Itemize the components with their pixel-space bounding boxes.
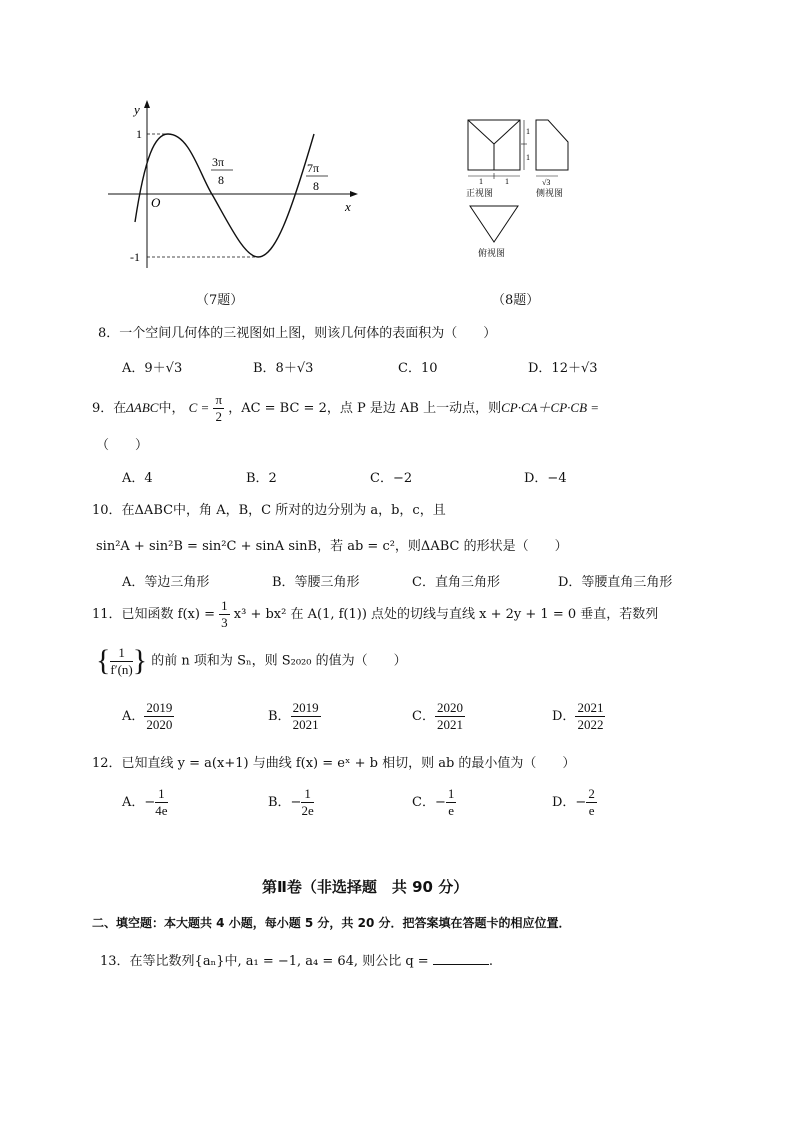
q9-pi-over-2 <box>213 392 224 425</box>
q11-option-c: C． $\frac{2020}{2021}$ <box>412 700 463 732</box>
q11-text-c: 的前 n 项和为 Sₙ，则 S₂₀₂₀ 的值为（ ） <box>151 653 407 669</box>
section-2-heading: 二、填空题：本大题共 4 小题，每小题 5 分，共 20 分．把答案填在答题卡的相应位置． <box>92 916 571 930</box>
label-3pi-den: 8 <box>218 173 224 187</box>
label-origin: O <box>151 195 161 210</box>
q8-option-c: C．10 <box>398 361 438 376</box>
tick-1: 1 <box>136 127 142 141</box>
dim-sqrt3: √3 <box>542 178 551 187</box>
label-7pi-den: 8 <box>313 179 319 193</box>
figure-7-caption: （7题） <box>196 293 244 308</box>
q8-option-d: D．12＋√3 <box>528 361 598 376</box>
q11-text-b: x³ + bx² 在 A(1, f(1)) 点处的切线与直线 x + 2y + 1 = 0 垂直，若数列 <box>233 607 659 622</box>
q11-seq-fraction <box>110 645 132 678</box>
q9-option-c: C．−2 <box>370 471 413 486</box>
q12-option-d: D．− $\frac{2}{e}$ <box>552 786 595 818</box>
q9-pi: π <box>215 392 223 407</box>
question-10-line2: sin²A + sin²B = sin²C + sinA sinB，若 ab = c²，则ΔABC 的形状是（ ） <box>96 539 568 554</box>
question-11-line2: { $\frac{1}{f'(n)}$ } 的前 n 项和为 Sₙ，则 S₂₀₂₀ 的值为（ ） <box>96 644 407 677</box>
q9-text-a: 9．在 <box>92 401 127 416</box>
q13-answer-blank[interactable] <box>433 952 489 965</box>
figure-8-caption: （8题） <box>492 293 540 308</box>
q9-vector-expr: CP·CA＋CP·CB = <box>501 400 600 415</box>
q9-option-d: D．−4 <box>524 471 567 486</box>
q12-option-a: A．− $\frac{1}{4e}$ <box>122 786 168 818</box>
q9-c-eq: C = <box>188 400 210 415</box>
q12-option-c: C．− $\frac{1}{e}$ <box>412 786 455 818</box>
question-9-stem <box>92 392 599 425</box>
question-12-stem: 12．已知直线 y = a(x+1) 与曲线 f(x) = eˣ + b 相切，则 ab 的最小值为（ ） <box>92 756 576 771</box>
dim-1a: 1 <box>479 177 483 186</box>
label-y: y <box>134 102 140 117</box>
q11-option-d: D． $\frac{2021}{2022}$ <box>552 700 604 732</box>
q13-text: 13．在等比数列{aₙ}中, a₁ = −1, a₄ = 64, 则公比 q = <box>100 954 429 969</box>
dim-1d: 1 <box>526 153 530 162</box>
q9-paren: （ ） <box>96 438 149 453</box>
tick-neg1: -1 <box>130 250 140 264</box>
top-view-label: 俯视图 <box>478 249 506 259</box>
question-8-stem: 8．一个空间几何体的三视图如上图，则该几何体的表面积为（ ） <box>98 326 497 341</box>
q10-option-a: A．等边三角形 <box>122 575 210 590</box>
question-11-line1 <box>92 598 658 631</box>
front-view-label: 正视图 <box>466 189 494 199</box>
dim-1b: 1 <box>505 177 509 186</box>
q13-end: . <box>488 954 493 969</box>
sine-curve <box>135 134 314 257</box>
side-view-label: 侧视图 <box>536 189 564 199</box>
q8-option-b: B．8＋√3 <box>253 361 314 376</box>
q10-option-c: C．直角三角形 <box>412 575 500 590</box>
q11-one-third <box>219 598 230 631</box>
q9-text-c: ，AC = BC = 2，点 P 是边 AB 上一动点，则 <box>228 401 502 416</box>
q11-option-b: B． $\frac{2019}{2021}$ <box>268 700 319 732</box>
q11-one: 1 <box>221 598 228 613</box>
q11-text-a: 11．已知函数 f(x) = <box>92 607 215 622</box>
q9-option-a: A．4 <box>122 471 153 486</box>
q11-seq-num: 1 <box>110 645 132 662</box>
q10-option-b: B．等腰三角形 <box>272 575 360 590</box>
label-7pi-num: 7π <box>307 161 320 175</box>
label-x: x <box>345 199 351 214</box>
q12-option-b: B．− $\frac{1}{2e}$ <box>268 786 314 818</box>
figure-7-graph <box>100 96 370 276</box>
question-13-stem <box>100 950 493 969</box>
q9-triangle: ΔABC <box>126 400 159 415</box>
q9-text-b: 中， <box>158 401 185 416</box>
dim-1c: 1 <box>526 127 530 136</box>
question-10-line1: 10．在ΔABC中，角 A，B，C 所对的边分别为 a，b，c，且 <box>92 503 446 518</box>
q8-option-a: A．9＋√3 <box>122 361 183 376</box>
part-2-title: 第Ⅱ卷（非选择题 共 90 分） <box>262 878 469 896</box>
q11-three: 3 <box>221 615 228 630</box>
label-3pi-num: 3π <box>212 155 225 169</box>
q9-option-b: B．2 <box>246 471 277 486</box>
q11-seq-den: f′(n) <box>110 661 133 677</box>
q11-option-a: A． $\frac{2019}{2020}$ <box>122 700 173 732</box>
q10-option-d: D．等腰直角三角形 <box>558 575 673 590</box>
q9-two: 2 <box>215 409 222 424</box>
